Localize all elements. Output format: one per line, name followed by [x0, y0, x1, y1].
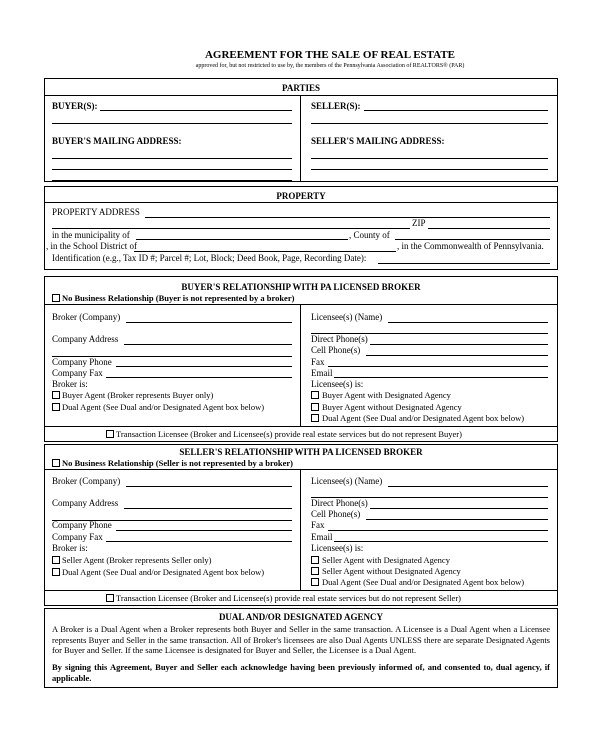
seller-company-fax-field[interactable] — [106, 541, 292, 542]
property-address-field[interactable] — [145, 217, 550, 218]
property-heading: PROPERTY — [276, 191, 326, 201]
property-address-label: PROPERTY ADDRESS — [52, 207, 140, 217]
buyer-agent-checkbox[interactable] — [52, 391, 60, 399]
buyer-designated-label: Buyer Agent with Designated Agency — [322, 390, 451, 400]
buyer-fax-label: Fax — [311, 357, 325, 367]
seller-mailing-label: SELLER'S MAILING ADDRESS: — [311, 136, 445, 146]
seller-agent-checkbox[interactable] — [52, 556, 60, 564]
divider — [44, 304, 558, 305]
buyer-broker-company-label: Broker (Company) — [52, 312, 121, 322]
divider — [300, 95, 301, 182]
buyer-licensees-label: Licensee(s) (Name) — [311, 312, 383, 322]
document-title: AGREEMENT FOR THE SALE OF REAL ESTATE — [204, 49, 455, 61]
buyer-email-field[interactable] — [334, 377, 548, 378]
divider — [300, 469, 301, 590]
seller-fax-label: Fax — [311, 520, 325, 530]
buyer-licensee-dual-checkbox[interactable] — [311, 414, 319, 422]
seller-licensees-field[interactable] — [388, 486, 548, 487]
seller-broker-company-label: Broker (Company) — [52, 476, 121, 486]
parties-heading: PARTIES — [281, 83, 321, 93]
divider — [300, 304, 301, 426]
buyer-licensees-is-label: Licensee(s) is: — [311, 379, 364, 389]
buyer-direct-phone-field[interactable] — [370, 344, 548, 345]
buyer-no-business-label: No Business Relationship (Buyer is not represented by a broker) — [62, 293, 295, 303]
buyer-company-fax-field[interactable] — [106, 377, 292, 378]
divider — [44, 426, 558, 427]
seller-mailing-field-2[interactable] — [311, 169, 548, 170]
buyer-company-address-label: Company Address — [52, 334, 119, 344]
zip-field[interactable] — [428, 228, 550, 229]
buyer-email-label: Email — [311, 368, 333, 378]
seller-email-label: Email — [311, 532, 333, 542]
seller-company-phone-label: Company Phone — [52, 520, 112, 530]
seller-without-designated-checkbox[interactable] — [311, 567, 319, 575]
document-subtitle: approved for, but not restricted to use by, the members of the Pennsylvania Association of REALTORS® (PAR) — [195, 63, 465, 69]
buyer-company-address-field[interactable] — [124, 344, 292, 345]
seller-no-business-checkbox[interactable] — [52, 459, 60, 467]
buyer-transaction-label: Transaction Licensee (Broker and Licensee(s) provide real estate services but do not represent Buyer) — [116, 429, 462, 439]
seller-without-designated-label: Seller Agent without Designated Agency — [322, 566, 461, 576]
buyer-agent-label: Buyer Agent (Broker represents Buyer only) — [62, 390, 214, 400]
seller-licensee-dual-checkbox[interactable] — [311, 578, 319, 586]
seller-agent-label: Seller Agent (Broker represents Seller only) — [62, 555, 212, 565]
seller-dual-agent-label: Dual Agent (See Dual and/or Designated Agent box below) — [62, 567, 265, 577]
identification-label: Identification (e.g., Tax ID #; Parcel #; Lot, Block; Deed Book, Page, Recording Date): — [52, 253, 367, 263]
school-district-label: , in the School District of — [46, 241, 137, 251]
seller-fax-field[interactable] — [328, 530, 548, 531]
seller-direct-phone-field[interactable] — [370, 508, 548, 509]
buyer-dual-agent-label: Dual Agent (See Dual and/or Designated Agent box below) — [62, 402, 265, 412]
county-field[interactable] — [395, 239, 550, 240]
buyer-company-fax-label: Company Fax — [52, 368, 103, 378]
buyer-licensees-field[interactable] — [388, 322, 548, 323]
seller-broker-heading: SELLER'S RELATIONSHIP WITH PA LICENSED BROKER — [179, 447, 423, 457]
buyer-company-phone-label: Company Phone — [52, 357, 112, 367]
buyer-dual-agent-checkbox[interactable] — [52, 403, 60, 411]
municipality-label: in the municipality of — [52, 230, 130, 240]
seller-licensees-is-label: Licensee(s) is: — [311, 543, 364, 553]
seller-name-field-2[interactable] — [311, 123, 548, 124]
buyer-mailing-field-3[interactable] — [52, 180, 292, 181]
divider — [44, 590, 558, 591]
seller-transaction-label: Transaction Licensee (Broker and Licensee(s) provide real estate services but do not represent Seller) — [116, 593, 461, 603]
seller-cell-phone-field[interactable] — [366, 519, 548, 520]
dual-agency-acknowledgement: By signing this Agreement, Buyer and Seller each acknowledge having been previously informed of, and consented to, dual agency, if applicable. — [52, 662, 550, 683]
seller-cell-phone-label: Cell Phone(s) — [311, 509, 361, 519]
buyer-cell-phone-field[interactable] — [366, 355, 548, 356]
buyer-licensee-dual-label: Dual Agent (See Dual and/or Designated Agent box below) — [322, 413, 525, 423]
buyer-name-field[interactable] — [100, 110, 292, 111]
buyer-mailing-label: BUYER'S MAILING ADDRESS: — [52, 136, 182, 146]
divider — [44, 469, 558, 470]
seller-company-fax-label: Company Fax — [52, 532, 103, 542]
buyer-direct-phone-label: Direct Phone(s) — [311, 334, 368, 344]
buyer-name-field-2[interactable] — [52, 123, 292, 124]
buyer-without-designated-label: Buyer Agent without Designated Agency — [322, 402, 462, 412]
seller-name-field[interactable] — [364, 110, 548, 111]
zip-label: ZIP — [412, 218, 426, 228]
commonwealth-label: , in the Commonwealth of Pennsylvania. — [397, 241, 544, 251]
seller-label: SELLER(S): — [311, 101, 361, 111]
seller-broker-company-field[interactable] — [126, 486, 292, 487]
dual-agency-paragraph: A Broker is a Dual Agent when a Broker represents both Buyer and Seller in the same transaction. A Licensee is a Dual Agent when a Licensee represents Buyer and Seller in the same transaction. All of Broker's licensees are also Dual Agents UNLESS there are separate Designated Agents for Buyer and Seller. If the same Licensee is designated for Buyer and Seller, the Licensee is a Dual Agent. — [52, 624, 550, 655]
seller-email-field[interactable] — [334, 541, 548, 542]
seller-dual-agent-checkbox[interactable] — [52, 568, 60, 576]
buyer-broker-is-label: Broker is: — [52, 379, 88, 389]
buyer-cell-phone-label: Cell Phone(s) — [311, 345, 361, 355]
buyer-no-business-checkbox[interactable] — [52, 294, 60, 302]
seller-designated-checkbox[interactable] — [311, 556, 319, 564]
seller-licensees-label: Licensee(s) (Name) — [311, 476, 383, 486]
seller-no-business-label: No Business Relationship (Seller is not represented by a broker) — [62, 458, 294, 468]
buyer-fax-field[interactable] — [328, 366, 548, 367]
buyer-transaction-checkbox[interactable] — [106, 430, 114, 438]
seller-licensee-dual-label: Dual Agent (See Dual and/or Designated Agent box below) — [322, 577, 525, 587]
seller-direct-phone-label: Direct Phone(s) — [311, 498, 368, 508]
buyer-broker-heading: BUYER'S RELATIONSHIP WITH PA LICENSED BROKER — [181, 282, 421, 292]
divider — [44, 202, 558, 203]
buyer-mailing-field-1[interactable] — [52, 158, 292, 159]
divider — [44, 95, 558, 96]
seller-mailing-field-1[interactable] — [311, 158, 548, 159]
school-district-field[interactable] — [134, 251, 396, 252]
seller-company-phone-field[interactable] — [116, 530, 292, 531]
seller-designated-label: Seller Agent with Designated Agency — [322, 555, 450, 565]
municipality-field[interactable] — [136, 239, 348, 240]
buyer-mailing-field-2[interactable] — [52, 169, 292, 170]
property-address-field-2[interactable] — [52, 228, 410, 229]
seller-company-address-field[interactable] — [124, 508, 292, 509]
seller-company-address-label: Company Address — [52, 498, 119, 508]
seller-broker-is-label: Broker is: — [52, 543, 88, 553]
buyer-broker-company-field[interactable] — [126, 322, 292, 323]
buyer-label: BUYER(S): — [52, 101, 98, 111]
buyer-designated-checkbox[interactable] — [311, 391, 319, 399]
dual-agency-heading: DUAL AND/OR DESIGNATED AGENCY — [218, 612, 384, 622]
seller-transaction-checkbox[interactable] — [106, 594, 114, 602]
buyer-without-designated-checkbox[interactable] — [311, 403, 319, 411]
buyer-company-phone-field[interactable] — [116, 366, 292, 367]
county-label: , County of — [349, 230, 390, 240]
identification-field[interactable] — [378, 263, 550, 264]
